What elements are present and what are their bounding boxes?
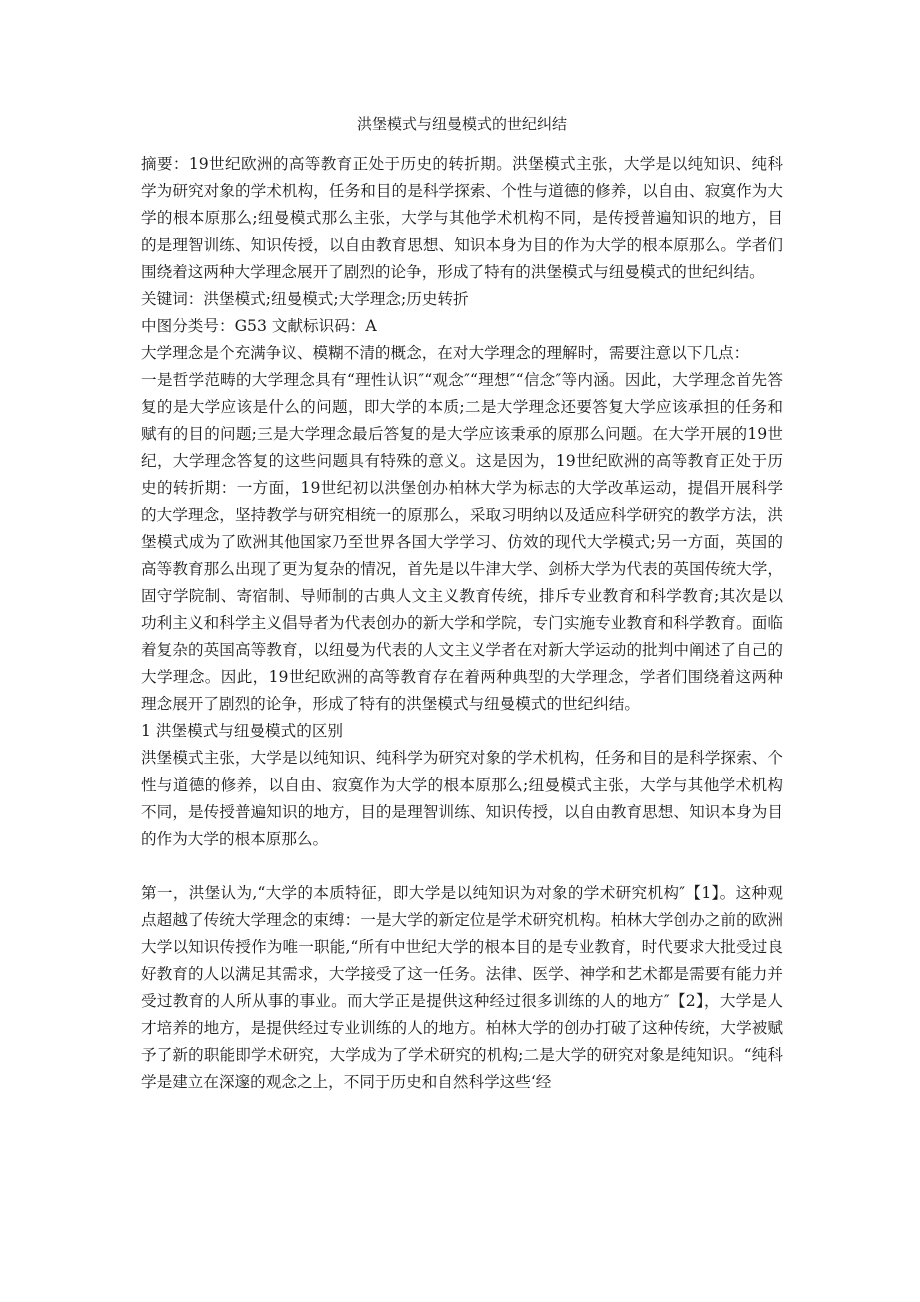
intro-body-paragraph: 一是哲学范畴的大学理念具有“理性认识″“观念″“理想″“信念″等内涵。因此，大学理念首先答复的是大学应该是什么的问题，即大学的本质;二是大学理念还要答复大学应该承担的任务和赋有的目的问题;三是大学理念最后答复的是大学应该秉承的原那么问题。在大学开展的19世纪，大学理念答复的这些问题具有特殊的意义。这是因为，19世纪欧洲的高等教育正处于历史的转折期：一方面，19世纪初以洪堡创办柏林大学为标志的大学改革运动，提倡开展科学的大学理念，坚持教学与研究相统一的原那么，采取习明纳以及适应科学研究的教学方法，洪堡模式成为了欧洲其他国家乃至世界各国大学学习、仿效的现代大学模式;另一方面，英国的高等教育那么出现了更为复杂的情况，首先是以牛津大学、剑桥大学为代表的英国传统大学，固守学院制、寄宿制、导师制的古典人文主义教育传统，排斥专业教育和科学教育;其次是以功利主义和科学主义倡导者为代表创办的新大学和学院，专门实施专业教育和科学教育。面临着复杂的英国高等教育，以纽曼为代表的人文主义学者在对新大学运动的批判中阐述了自己的大学理念。因此，19世纪欧洲的高等教育存在着两种典型的大学理念，学者们围绕着这两种理念展开了剧烈的论争，形成了特有的洪堡模式与纽曼模式的世纪纠结。: [141, 371, 783, 713]
keywords-line: 关键词：洪堡模式;纽曼模式;大学理念;历史转折: [141, 290, 469, 308]
document-page: [141, 111, 783, 1096]
document-title: 洪堡模式与纽曼模式的世纪纠结: [356, 115, 567, 133]
section-1-heading: 1 洪堡模式与纽曼模式的区别: [141, 722, 344, 740]
paragraph-spacer: [141, 853, 783, 880]
first-point-paragraph: 第一，洪堡认为,“大学的本质特征，即大学是以纯知识为对象的学术研究机构″【1】。这种观点超越了传统大学理念的束缚：一是大学的新定位是学术研究机构。柏林大学创办之前的欧洲大学以知识传授作为唯一职能,“所有中世纪大学的根本目的是专业教育，时代要求大批受过良好教育的人以满足其需求，大学接受了这一任务。法律、医学、神学和艺术都是需要有能力并受过教育的人所从事的事业。而大学正是提供这种经过很多训练的人的地方″【2】，大学是人才培养的地方，是提供经过专业训练的人的地方。柏林大学的创办打破了这种传统，大学被赋予了新的职能即学术研究，大学成为了学术研究的机构;二是大学的研究对象是纯知识。“纯科学是建立在深邃的观念之上，不同于历史和自然科学这些‘经: [141, 884, 783, 1091]
abstract-paragraph: 摘要：19世纪欧洲的高等教育正处于历史的转折期。洪堡模式主张，大学是以纯知识、纯科学为研究对象的学术机构，任务和目的是科学探索、个性与道德的修养，以自由、寂寞作为大学的根本原那么;纽曼模式那么主张，大学与其他学术机构不同，是传授普遍知识的地方，目的是理智训练、知识传授，以自由教育思想、知识本身为目的作为大学的根本原那么。学者们围绕着这两种大学理念展开了剧烈的论争，形成了特有的洪堡模式与纽曼模式的世纪纠结。: [141, 155, 783, 281]
classification-line: 中图分类号：G53 文献标识码：A: [141, 317, 377, 335]
section-1-paragraph: 洪堡模式主张，大学是以纯知识、纯科学为研究对象的学术机构，任务和目的是科学探索、个性与道德的修养，以自由、寂寞作为大学的根本原那么;纽曼模式主张，大学与其他学术机构不同，是传授普遍知识的地方，目的是理智训练、知识传授，以自由教育思想、知识本身为目的作为大学的根本原那么。: [141, 749, 783, 848]
intro-lead-paragraph: 大学理念是个充满争议、模糊不清的概念，在对大学理念的理解时，需要注意以下几点：: [141, 344, 750, 362]
